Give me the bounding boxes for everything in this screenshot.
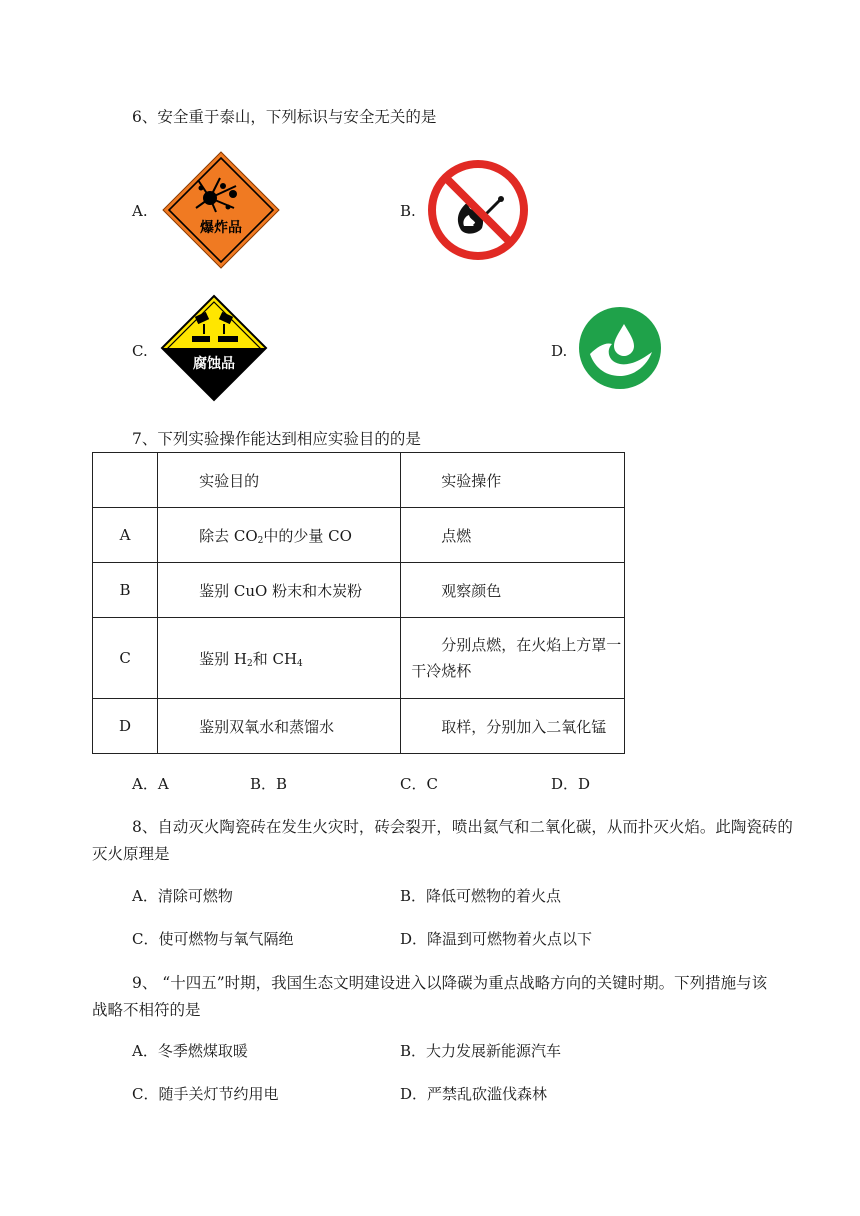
experiment-table: [92, 452, 625, 754]
q7-option-d: D．D: [551, 775, 591, 793]
table-row: [93, 508, 625, 563]
table-cell-key: D: [93, 699, 158, 754]
table-cell-operation: 取样，分别加入二氧化锰: [401, 699, 625, 754]
q7-option-b: B．B: [250, 775, 288, 793]
q6-option-d-label: D.: [551, 342, 568, 360]
corrosive-sign-text: 腐蚀品: [193, 356, 235, 372]
q8-option-a: A．清除可燃物: [132, 887, 233, 905]
q8-option-b: B．降低可燃物的着火点: [400, 887, 562, 905]
table-cell-purpose: 鉴别 $H_2$和 $CH_4$: [158, 618, 401, 699]
corrosive-hazard-sign: [160, 294, 268, 402]
table-cell-key: C: [93, 618, 158, 699]
no-open-flame-sign: [428, 160, 528, 260]
q6-option-a-label: A.: [132, 202, 148, 220]
table-cell-key: A: [93, 508, 158, 563]
table-row: [93, 699, 625, 754]
table-header-cell: 实验目的: [158, 453, 401, 508]
water-saving-sign: [578, 306, 662, 390]
table-row: [93, 618, 625, 699]
q9-option-d: D．严禁乱砍滥伐森林: [400, 1085, 548, 1103]
q9-option-b: B．大力发展新能源汽车: [400, 1042, 562, 1060]
q9-option-c: C．随手关灯节约用电: [132, 1085, 279, 1103]
question-8-stem-line2: 灭火原理是: [92, 845, 170, 863]
q7-option-a: A．A: [132, 775, 169, 793]
q9-option-a: A．冬季燃煤取暖: [132, 1042, 248, 1060]
table-cell-purpose: 除去 $CO_2$中的少量 CO: [158, 508, 401, 563]
table-cell-operation: 观察颜色: [401, 563, 625, 618]
table-header-cell: 实验操作: [401, 453, 625, 508]
table-row: [93, 563, 625, 618]
explosive-hazard-sign: [160, 150, 282, 270]
table-cell-operation: 分别点燃，在火焰上方罩一 干冷烧杯: [401, 618, 625, 699]
table-header-row: [93, 453, 625, 508]
table-header-cell: [93, 453, 158, 508]
table-cell-key: B: [93, 563, 158, 618]
question-9-stem-line1: 9、 “十四五”时期，我国生态文明建设进入以降碳为重点战略方向的关键时期。下列措施与该: [132, 974, 768, 992]
q6-option-c-label: C.: [132, 342, 148, 360]
table-cell-operation: 点燃: [401, 508, 625, 563]
table-cell-purpose: 鉴别 CuO 粉末和木炭粉: [158, 563, 401, 618]
explosive-sign-text: 爆炸品: [200, 220, 242, 236]
table-cell-purpose: 鉴别双氧水和蒸馏水: [158, 699, 401, 754]
question-7-stem: 7、下列实验操作能达到相应实验目的的是: [132, 430, 421, 448]
question-6-stem: 6、安全重于泰山，下列标识与安全无关的是: [132, 108, 437, 126]
question-9-stem-line2: 战略不相符的是: [92, 1001, 201, 1019]
q8-option-c: C．使可燃物与氧气隔绝: [132, 930, 294, 948]
q7-option-c: C．C: [400, 775, 438, 793]
q8-option-d: D．降温到可燃物着火点以下: [400, 930, 593, 948]
question-8-stem-line1: 8、自动灭火陶瓷砖在发生火灾时，砖会裂开，喷出氦气和二氧化碳，从而扑灭火焰。此陶瓷砖的: [132, 818, 793, 836]
q6-option-b-label: B.: [400, 202, 416, 220]
